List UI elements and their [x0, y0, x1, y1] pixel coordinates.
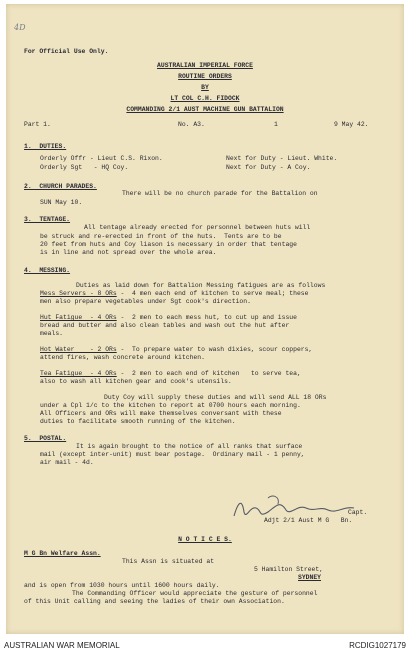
section-3-line: All tentage already erected for personnel between huts will [84, 224, 311, 231]
section-4-line: under a Cpl 1/c to the kitchen to report at 0700 hours each morning. [40, 402, 301, 409]
section-5-line: mail (except inter-unit) must bear postage. Ordinary mail - 1 penny, [40, 451, 305, 458]
section-4-line: Mess Servers - 8 ORs - 4 men each end of kitchen to serve meal; these [40, 290, 309, 297]
notices-title: N O T I C E S. [178, 536, 232, 543]
section-2-title: 2. CHURCH PARADES. [24, 183, 97, 190]
margin-note: 4D [14, 23, 26, 32]
order-number: No. A3. [178, 121, 205, 128]
notices-line: SYDNEY [298, 574, 322, 581]
footer-id: RCDIG1027179 [349, 641, 406, 650]
section-4-line: duties to facilitate smooth running of the kitchen. [40, 418, 236, 425]
section-4-line: Tea Fatigue - 4 ORs - 2 men to each end of kitchen to serve tea, [40, 370, 301, 377]
footer-source: AUSTRALIAN WAR MEMORIAL [4, 641, 120, 650]
section-3-line: be struck and re-erected in front of the huts. Tents are to be [40, 233, 282, 240]
archive-footer [0, 638, 410, 654]
part-label: Part 1. [24, 121, 51, 128]
document-page [6, 4, 404, 634]
header-line-5: COMMANDING 2/1 AUST MACHINE GUN BATTALION [126, 106, 284, 113]
section-4-line: Duties as laid down for Battalion Messing fatigues are as follows [76, 282, 326, 289]
section-5-line: It is again brought to the notice of all ranks that surface [76, 443, 303, 450]
notices-subtitle: M G Bn Welfare Assn. [24, 550, 101, 557]
section-5-title: 5. POSTAL. [24, 435, 67, 442]
section-4-title: 4. MESSING. [24, 267, 71, 274]
section-3-line: is in line and not spread over the whole area. [40, 249, 217, 256]
section-4-line: meals. [40, 330, 64, 337]
notices-line: of this Unit calling and seeing the ladies of their own Association. [24, 598, 285, 605]
section-5-line: air mail - 4d. [40, 459, 94, 466]
section-2-line: There will be no church parade for the Battalion on [122, 190, 318, 197]
section-2-line: SUN May 10. [40, 199, 83, 206]
section-4-line: bread and butter and also clean tables and wash out the hut after [40, 322, 290, 329]
section-1-title: 1. DUTIES. [24, 143, 67, 150]
section-4-line: men also prepare vegetables under Sgt cook's direction. [40, 298, 251, 305]
notices-line: This Assn is situated at [122, 558, 215, 565]
section-1-line: Orderly Sgt - HQ Coy. [40, 164, 129, 171]
header-line-1: AUSTRALIAN IMPERIAL FORCE [157, 62, 253, 69]
signature-title: Adjt 2/1 Aust M G Bn. [264, 517, 353, 524]
notices-line: and is open from 1030 hours until 1600 hours daily. [24, 582, 220, 589]
section-3-title: 3. TENTAGE. [24, 216, 71, 223]
section-4-line: All Officers and ORs will make themselves conversant with these [40, 410, 282, 417]
page-mark: 1 [274, 121, 278, 128]
section-4-line: Hot Water - 2 ORs - To prepare water to wash dixies, scour coppers, [40, 346, 313, 353]
notices-line: The Commanding Officer would appreciate the gesture of personnel [72, 590, 318, 597]
section-1-line: Orderly Offr - Lieut C.S. Rixon. [40, 155, 163, 162]
order-date: 9 May 42. [334, 121, 369, 128]
section-3-line: 20 feet from huts and Coy liason is necessary in order that tentage [40, 241, 297, 248]
header-line-2: ROUTINE ORDERS [178, 73, 232, 80]
section-1-line: Next for Duty - A Coy. [226, 164, 311, 171]
section-4-line: Hut Fatigue - 4 ORs - 2 men to each mess hut, to cut up and issue [40, 314, 297, 321]
header-line-4: LT COL C.H. FIDOCK [170, 95, 240, 102]
notices-line: 5 Hamilton Street, [254, 566, 324, 573]
section-4-line: Duty Coy will supply these duties and will send ALL 18 ORs [104, 394, 327, 401]
section-4-line: also to wash all kitchen gear and cook's utensils. [40, 378, 232, 385]
official-use-note: For Official Use Only. [24, 48, 109, 55]
section-4-line: attend fires, wash concrete around kitchen. [40, 354, 205, 361]
signature-rank: Capt. [348, 509, 368, 516]
header-line-3: BY [201, 84, 209, 91]
section-1-line: Next for Duty - Lieut. White. [226, 155, 338, 162]
